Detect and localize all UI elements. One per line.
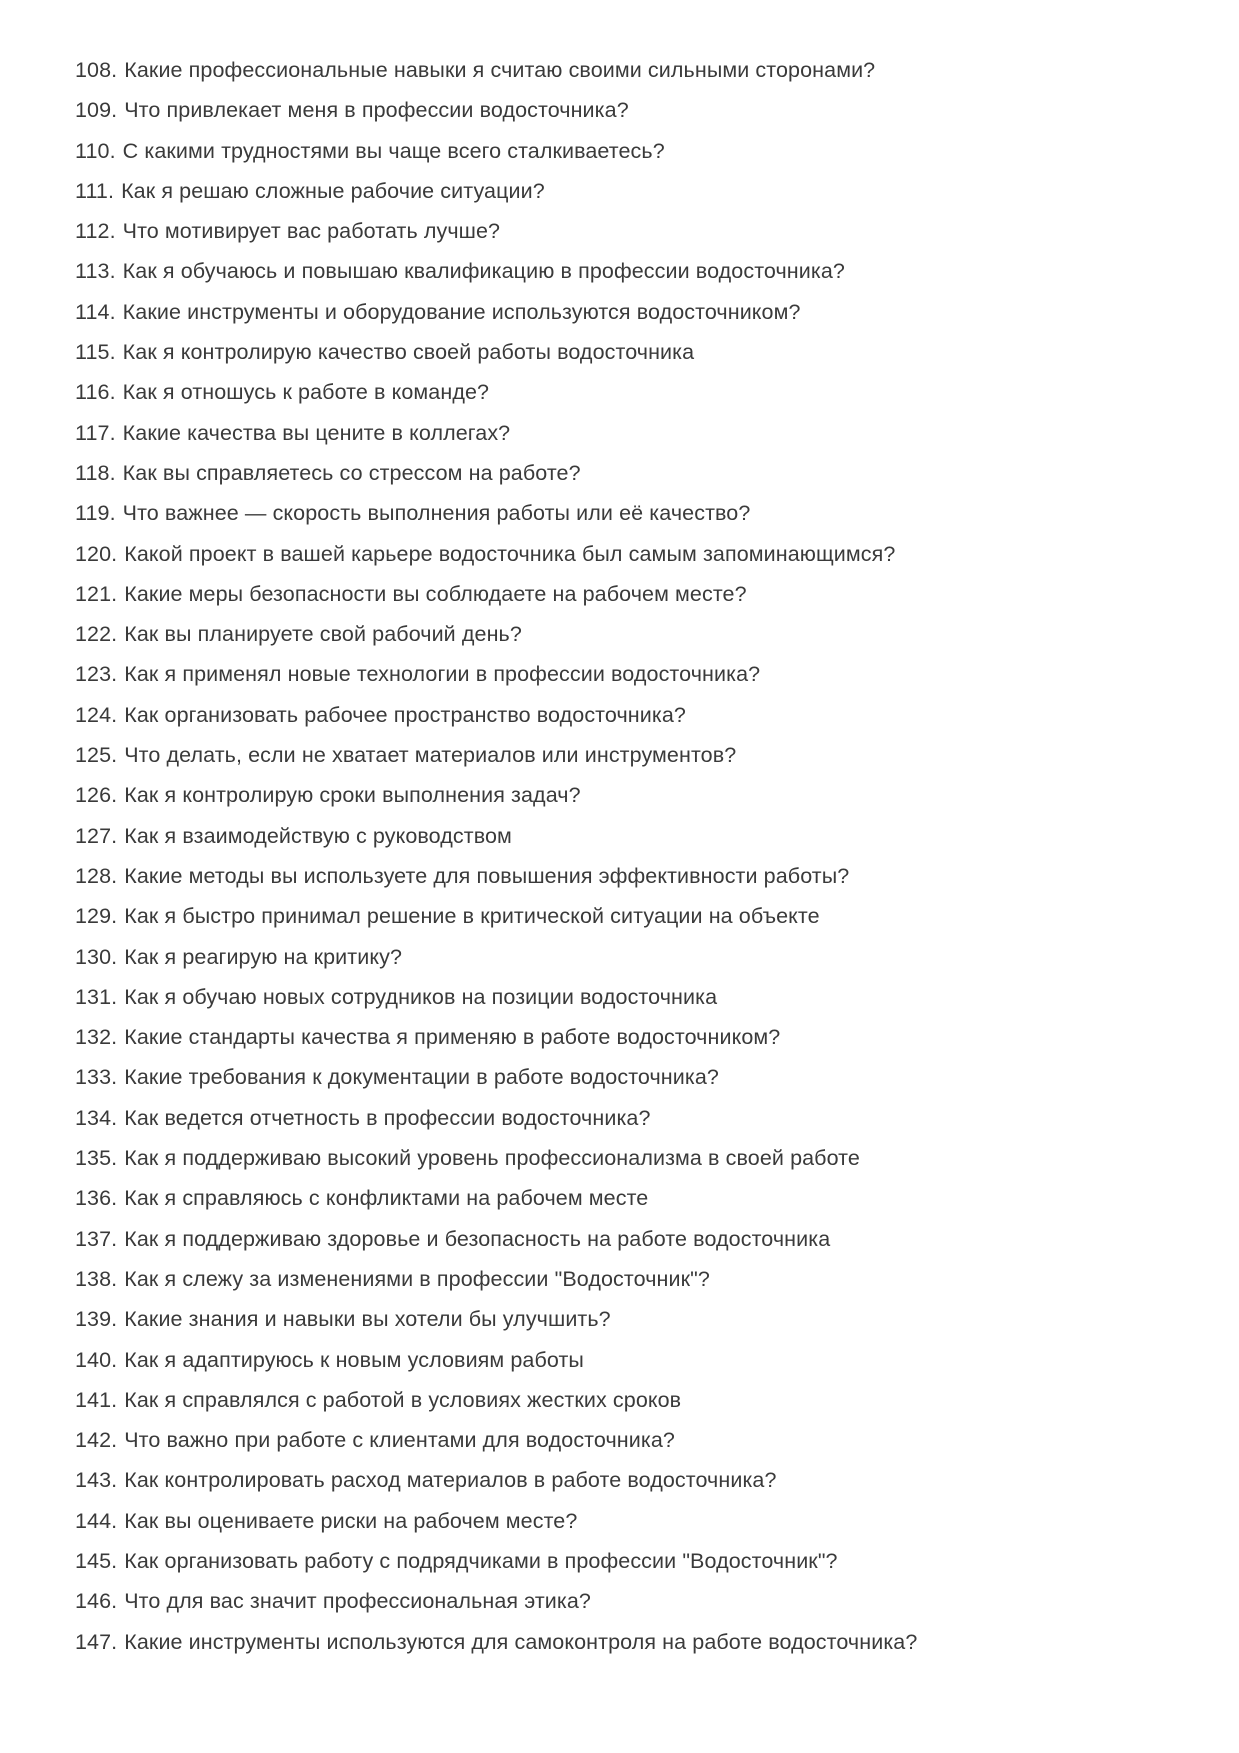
item-number: 135. (75, 1146, 118, 1171)
list-item (75, 574, 1179, 614)
list-item (75, 654, 1179, 694)
list-item (75, 1380, 1179, 1420)
list-item (75, 816, 1179, 856)
item-number: 127. (75, 823, 118, 848)
list-item (75, 493, 1179, 533)
item-number: 133. (75, 1065, 118, 1090)
item-number: 138. (75, 1266, 118, 1291)
list-item (75, 735, 1179, 775)
item-text: Какие профессиональные навыки я считаю своими сильными сторонами? (124, 58, 876, 82)
list-item (75, 131, 1179, 171)
item-number: 123. (75, 662, 118, 687)
item-number: 147. (75, 1629, 118, 1654)
list-item (75, 1017, 1179, 1057)
item-number: 110. (75, 138, 116, 163)
list-item (75, 1340, 1179, 1380)
item-number: 136. (75, 1186, 118, 1211)
item-number: 108. (75, 58, 118, 82)
list-item (75, 332, 1179, 372)
list-item (75, 1420, 1179, 1460)
question-list (75, 50, 1179, 1662)
list-item (75, 614, 1179, 654)
item-text: Как я обучаюсь и повышаю квалификацию в профессии водосточника? (122, 259, 845, 284)
item-text: Какие качества вы цените в коллегах? (122, 420, 511, 445)
item-number: 130. (75, 944, 118, 969)
item-text: Как я слежу за изменениями в профессии "Водосточник"? (124, 1266, 710, 1291)
item-text: Как вы планируете свой рабочий день? (124, 622, 522, 647)
item-number: 116. (75, 380, 116, 405)
item-text: Что важно при работе с клиентами для водосточника? (124, 1428, 675, 1453)
item-text: Какие инструменты используются для самоконтроля на работе водосточника? (124, 1629, 918, 1654)
item-text: Как я отношусь к работе в команде? (122, 380, 490, 405)
item-number: 112. (75, 219, 116, 244)
list-item (75, 1581, 1179, 1621)
list-item (75, 977, 1179, 1017)
list-item (75, 171, 1179, 211)
item-text: Как я справляюсь с конфликтами на рабочем месте (124, 1186, 649, 1211)
item-text: Как я контролирую качество своей работы водосточника (122, 340, 695, 365)
item-text: Как я контролирую сроки выполнения задач? (124, 783, 581, 808)
item-text: Как вы справляетесь со стрессом на работе? (122, 460, 581, 485)
list-item (75, 896, 1179, 936)
item-text: Какой проект в вашей карьере водосточника был самым запоминающимся? (124, 541, 896, 566)
item-number: 111. (75, 178, 115, 203)
item-number: 139. (75, 1307, 118, 1332)
list-item (75, 1178, 1179, 1218)
list-item (75, 856, 1179, 896)
item-text: Как я быстро принимал решение в критической ситуации на объекте (124, 904, 820, 929)
item-text: Что делать, если не хватает материалов или инструментов? (124, 743, 737, 768)
list-item (75, 453, 1179, 493)
item-text: Как я решаю сложные рабочие ситуации? (121, 178, 545, 203)
list-item (75, 90, 1179, 130)
item-text: Какие инструменты и оборудование используются водосточником? (122, 299, 801, 324)
item-number: 128. (75, 863, 118, 888)
item-number: 114. (75, 299, 116, 324)
list-item (75, 775, 1179, 815)
item-number: 118. (75, 460, 116, 485)
item-text: Как я взаимодействую с руководством (124, 823, 512, 848)
list-item (75, 1098, 1179, 1138)
list-item (75, 1138, 1179, 1178)
item-number: 145. (75, 1548, 118, 1573)
item-text: Что для вас значит профессиональная этика? (124, 1589, 591, 1614)
item-number: 146. (75, 1589, 118, 1614)
item-text: Как я поддерживаю здоровье и безопасность на работе водосточника (124, 1226, 831, 1251)
item-number: 122. (75, 622, 118, 647)
list-item (75, 372, 1179, 412)
item-number: 140. (75, 1347, 118, 1372)
item-number: 141. (75, 1387, 118, 1412)
item-text: Как я обучаю новых сотрудников на позиции водосточника (124, 984, 718, 1009)
item-number: 142. (75, 1428, 118, 1453)
item-number: 113. (75, 259, 116, 284)
list-item (75, 413, 1179, 453)
item-text: С какими трудностями вы чаще всего сталкиваетесь? (122, 138, 665, 163)
item-text: Как я реагирую на критику? (124, 944, 403, 969)
item-text: Как я применял новые технологии в профессии водосточника? (124, 662, 761, 687)
item-number: 137. (75, 1226, 118, 1251)
item-text: Какие стандарты качества я применяю в работе водосточником? (124, 1025, 781, 1050)
item-number: 134. (75, 1105, 118, 1130)
list-item (75, 1622, 1179, 1662)
item-number: 109. (75, 98, 118, 123)
list-item (75, 1299, 1179, 1339)
list-item (75, 695, 1179, 735)
list-item (75, 1460, 1179, 1500)
item-text: Какие знания и навыки вы хотели бы улучшить? (124, 1307, 611, 1332)
list-item (75, 1259, 1179, 1299)
item-text: Какие методы вы используете для повышения эффективности работы? (124, 863, 850, 888)
item-text: Как я справлялся с работой в условиях жестких сроков (124, 1387, 682, 1412)
item-number: 129. (75, 904, 118, 929)
item-number: 119. (75, 501, 116, 526)
item-text: Как контролировать расход материалов в работе водосточника? (124, 1468, 777, 1493)
item-text: Как ведется отчетность в профессии водосточника? (124, 1105, 651, 1130)
item-text: Как организовать рабочее пространство водосточника? (124, 702, 686, 727)
list-item (75, 1057, 1179, 1097)
list-item (75, 1501, 1179, 1541)
item-text: Как вы оцениваете риски на рабочем месте? (124, 1508, 578, 1533)
list-item (75, 211, 1179, 251)
item-number: 125. (75, 743, 118, 768)
item-text: Какие меры безопасности вы соблюдаете на рабочем месте? (124, 581, 747, 606)
list-item (75, 534, 1179, 574)
item-number: 115. (75, 340, 116, 365)
list-item (75, 937, 1179, 977)
list-item (75, 50, 1179, 90)
item-number: 144. (75, 1508, 118, 1533)
item-number: 131. (75, 984, 118, 1009)
item-text: Как организовать работу с подрядчиками в профессии "Водосточник"? (124, 1548, 838, 1573)
item-number: 121. (75, 581, 118, 606)
item-number: 143. (75, 1468, 118, 1493)
item-text: Что привлекает меня в профессии водосточника? (124, 98, 629, 123)
list-item (75, 251, 1179, 291)
list-item (75, 1219, 1179, 1259)
item-text: Как я адаптируюсь к новым условиям работы (124, 1347, 584, 1372)
item-number: 124. (75, 702, 118, 727)
list-item (75, 1541, 1179, 1581)
item-number: 117. (75, 420, 116, 445)
item-number: 126. (75, 783, 118, 808)
item-text: Какие требования к документации в работе водосточника? (124, 1065, 719, 1090)
list-item (75, 292, 1179, 332)
item-number: 120. (75, 541, 118, 566)
item-text: Что важнее — скорость выполнения работы или её качество? (122, 501, 751, 526)
item-text: Как я поддерживаю высокий уровень профессионализма в своей работе (124, 1146, 860, 1171)
item-number: 132. (75, 1025, 118, 1050)
item-text: Что мотивирует вас работать лучше? (122, 219, 501, 244)
